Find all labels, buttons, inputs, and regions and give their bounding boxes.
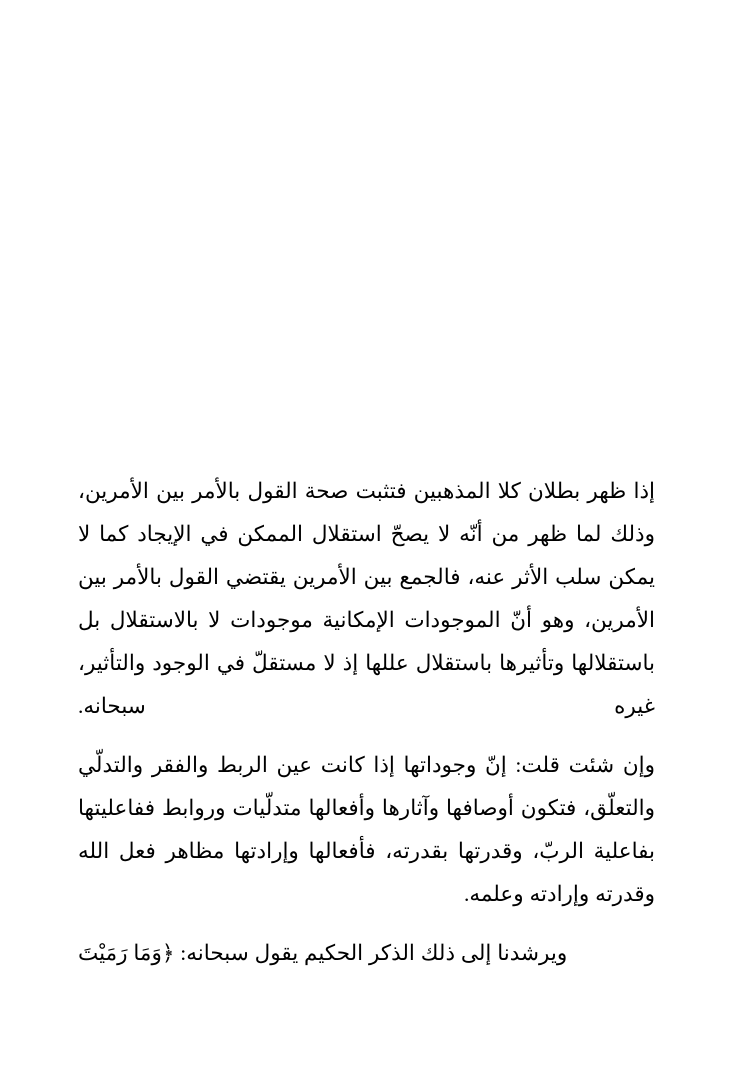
paragraph-3: ويرشدنا إلى ذلك الذكر الحكيم يقول سبحانه: ﴿وَمَا رَمَيْتَ [78, 941, 568, 965]
page-text-body [78, 470, 655, 975]
paragraph-2: وإن شئت قلت: إنّ وجوداتها إذا كانت عين الربط والفقر والتدلّي والتعلّق، فتكون أوصافها وآثارها وأفعالها متدلّيات وروابط ففاعليتها بفاعلية الربّ، وقدرتها بقدرته، فأفعالها وإرادتها مظاهر فعل الله وقدرته وإرادته وعلمه. [78, 753, 655, 906]
paragraph-1: إذا ظهر بطلان كلا المذهبين فتثبت صحة القول بالأمر بين الأمرين، وذلك لما ظهر من أنّه لا يصحّ استقلال الممكن في الإيجاد كما لا يمكن سلب الأثر عنه، فالجمع بين الأمرين يقتضي القول بالأمر بين الأمرين، وهو أنّ الموجودات الإمكانية موجودات لا بالاستقلال بل باستقلالها وتأثيرها باستقلال عللها إذ لا مستقلّ في الوجود والتأثير، غيره سبحانه. [78, 479, 655, 718]
